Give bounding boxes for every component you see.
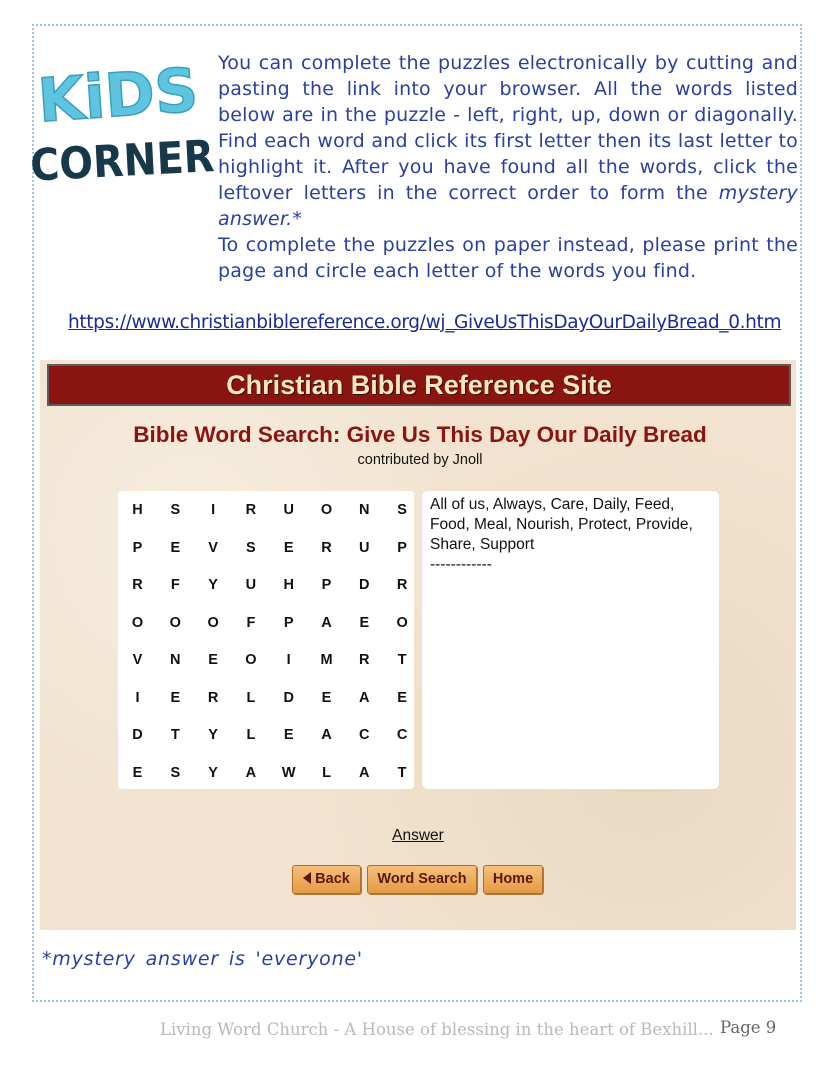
grid-cell[interactable]: A bbox=[359, 764, 370, 781]
grid-cell[interactable]: H bbox=[132, 502, 143, 518]
mystery-answer-footnote: *mystery answer is 'everyone' bbox=[42, 948, 363, 970]
back-button-label: Back bbox=[315, 871, 350, 887]
word-search-contributor: contributed by Jnoll bbox=[357, 452, 483, 468]
grid-cell[interactable]: E bbox=[132, 764, 143, 781]
grid-cell[interactable]: T bbox=[397, 764, 407, 781]
puzzle-url-link[interactable]: https://www.christianbiblereference.org/wj_GiveUsThisDayOurDailyBread_0.htm bbox=[68, 312, 782, 333]
grid-cell[interactable]: W bbox=[281, 764, 296, 781]
grid-cell[interactable]: I bbox=[286, 652, 291, 668]
grid-cell[interactable]: E bbox=[208, 652, 218, 668]
grid-cell[interactable]: C bbox=[396, 727, 408, 743]
grid-cell[interactable]: L bbox=[322, 764, 331, 781]
grid-cell[interactable]: R bbox=[396, 577, 408, 593]
grid-cell[interactable]: E bbox=[321, 689, 332, 706]
grid-cell[interactable]: R bbox=[321, 539, 332, 556]
grid-cell[interactable]: P bbox=[283, 614, 294, 631]
grid-cell[interactable]: E bbox=[170, 539, 181, 556]
footer-text: Living Word Church - A House of blessing in the heart of Bexhill... bbox=[160, 1020, 714, 1039]
grid-cell[interactable]: U bbox=[283, 502, 294, 518]
grid-cell[interactable]: O bbox=[131, 614, 144, 631]
grid-cell[interactable]: U bbox=[245, 577, 257, 593]
instructions-part1: You can complete the puzzles electronically by cutting and pasting the link into your browser. All the words listed below are in the puzzle - left, right, up, down or diagonally. Find each word and click its first letter then its last letter to highlight it. After you have found all the words, click the leftover letters in the correct order to form the bbox=[218, 52, 798, 204]
grid-cell[interactable]: T bbox=[170, 727, 180, 743]
grid-cell[interactable]: D bbox=[359, 577, 370, 593]
grid-cell[interactable]: A bbox=[359, 689, 370, 706]
website-screenshot bbox=[40, 360, 796, 930]
grid-cell[interactable]: L bbox=[246, 689, 256, 706]
back-arrow-icon bbox=[303, 872, 311, 884]
grid-cell[interactable]: Y bbox=[208, 764, 218, 781]
grid-cell[interactable]: R bbox=[245, 502, 257, 518]
grid-cell[interactable]: C bbox=[359, 727, 370, 743]
grid-cell[interactable]: F bbox=[246, 614, 256, 631]
home-button[interactable]: Home bbox=[483, 865, 543, 894]
grid-cell[interactable]: U bbox=[359, 539, 370, 556]
answer-link[interactable]: Answer bbox=[392, 827, 444, 844]
grid-cell[interactable]: E bbox=[397, 689, 407, 706]
grid-cell[interactable]: P bbox=[132, 539, 143, 556]
grid-cell[interactable]: S bbox=[170, 502, 181, 518]
letter-grid bbox=[118, 491, 414, 789]
word-search-button[interactable]: Word Search bbox=[367, 865, 477, 894]
grid-cell[interactable]: V bbox=[132, 652, 143, 668]
kids-corner-logo bbox=[28, 48, 236, 192]
grid-cell[interactable]: E bbox=[283, 727, 294, 743]
grid-cell[interactable]: E bbox=[170, 689, 181, 706]
grid-cell[interactable]: R bbox=[207, 689, 219, 706]
grid-cell[interactable]: Y bbox=[208, 577, 218, 593]
instructions-text bbox=[218, 50, 798, 284]
grid-cell[interactable]: O bbox=[245, 652, 257, 668]
grid-cell[interactable]: O bbox=[320, 502, 333, 518]
grid-cell[interactable]: O bbox=[396, 614, 408, 631]
grid-cell[interactable]: H bbox=[283, 577, 294, 593]
grid-cell[interactable]: A bbox=[321, 727, 332, 743]
grid-cell[interactable]: M bbox=[320, 652, 333, 668]
word-list bbox=[422, 491, 719, 789]
grid-cell[interactable]: R bbox=[132, 577, 143, 593]
grid-cell[interactable]: S bbox=[397, 502, 407, 518]
word-list-divider: ------------ bbox=[430, 556, 492, 573]
site-banner: Christian Bible Reference Site bbox=[47, 364, 791, 406]
grid-cell[interactable]: I bbox=[211, 502, 216, 518]
instructions-part2: To complete the puzzles on paper instead, please print the page and circle each letter of the words you find. bbox=[218, 234, 798, 282]
grid-cell[interactable]: E bbox=[283, 539, 294, 556]
grid-cell[interactable]: P bbox=[321, 577, 332, 593]
grid-cell[interactable]: V bbox=[208, 539, 218, 556]
word-list-items: All of us, Always, Care, Daily, Feed, Food, Meal, Nourish, Protect, Provide, Share, Support bbox=[430, 496, 693, 553]
grid-cell[interactable]: N bbox=[170, 652, 181, 668]
page-number: Page 9 bbox=[720, 1018, 777, 1037]
grid-cell[interactable]: F bbox=[170, 577, 180, 593]
grid-cell[interactable]: R bbox=[359, 652, 370, 668]
svg-text:CORNER: CORNER bbox=[28, 130, 236, 192]
grid-cell[interactable]: O bbox=[207, 614, 219, 631]
grid-cell[interactable]: I bbox=[135, 689, 140, 706]
mystery-answer-italic: mystery answer.* bbox=[218, 182, 798, 230]
grid-cell[interactable]: A bbox=[245, 764, 257, 781]
back-button[interactable] bbox=[292, 865, 361, 894]
svg-text:KiDS: KiDS bbox=[35, 55, 201, 137]
grid-cell[interactable]: D bbox=[283, 689, 294, 706]
grid-cell[interactable]: A bbox=[321, 614, 332, 631]
grid-cell[interactable]: T bbox=[397, 652, 407, 668]
grid-cell[interactable]: O bbox=[169, 614, 181, 631]
grid-cell[interactable]: D bbox=[132, 727, 143, 743]
grid-cell[interactable]: P bbox=[397, 539, 407, 556]
grid-cell[interactable]: S bbox=[246, 539, 256, 556]
grid-cell[interactable]: S bbox=[170, 764, 181, 781]
grid-cell[interactable]: Y bbox=[208, 727, 218, 743]
word-search-title: Bible Word Search: Give Us This Day Our Daily Bread bbox=[133, 422, 707, 447]
grid-cell[interactable]: L bbox=[246, 727, 256, 743]
grid-cell[interactable]: E bbox=[359, 614, 370, 631]
grid-cell[interactable]: N bbox=[359, 502, 370, 518]
